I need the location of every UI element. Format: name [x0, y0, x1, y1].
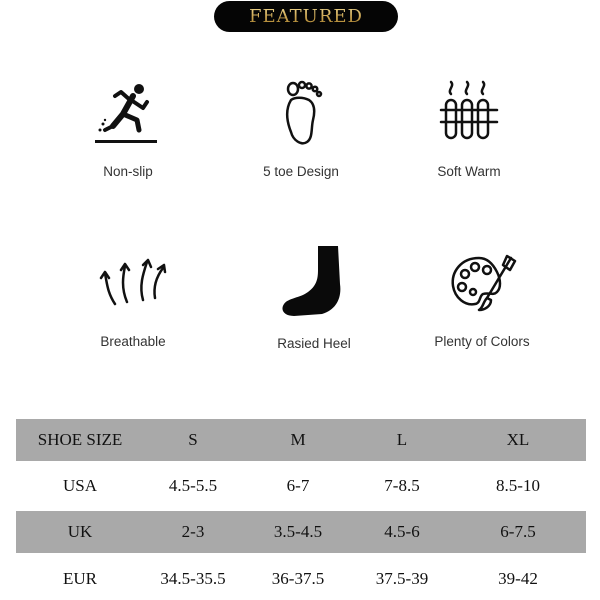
- table-row: [16, 511, 586, 553]
- feature-label: Breathable: [100, 334, 166, 349]
- table-header-cell: M: [290, 430, 306, 449]
- feature-soft-warm: [389, 80, 549, 205]
- sock-icon: [278, 244, 350, 320]
- table-row: [16, 553, 586, 600]
- sock-shape: [282, 246, 340, 316]
- table-header-cell: SHOE SIZE: [37, 430, 123, 449]
- table-cell: USA: [62, 476, 97, 495]
- table-cell: 6-7.5: [500, 522, 536, 541]
- feature-label: Soft Warm: [437, 164, 501, 179]
- table-row: [16, 461, 586, 511]
- table-header-cell: S: [188, 430, 198, 449]
- table-cell: EUR: [63, 569, 97, 588]
- feature-five-toe: [221, 80, 381, 205]
- feature-raised-heel: [234, 244, 394, 369]
- table-cell: 8.5-10: [496, 476, 540, 495]
- footprint-icon: [271, 80, 331, 150]
- table-cell: 37.5-39: [375, 569, 429, 588]
- heater-icon: [437, 80, 501, 150]
- table-header-cell: XL: [506, 430, 530, 449]
- feature-breathable: [53, 252, 213, 377]
- airflow-arrows-icon: [93, 252, 173, 312]
- table-cell: 4.5-6: [384, 522, 420, 541]
- table-cell: 2-3: [181, 522, 205, 541]
- table-cell: 34.5-35.5: [160, 569, 226, 588]
- table-cell: 39-42: [498, 569, 538, 588]
- table-cell: 4.5-5.5: [168, 476, 218, 495]
- table-cell: 36-37.5: [271, 569, 325, 588]
- feature-plenty-colors: [402, 252, 562, 377]
- featured-banner: [214, 1, 398, 32]
- feature-non-slip: [48, 80, 208, 205]
- palette-brush-icon: [447, 252, 517, 320]
- feature-label: Plenty of Colors: [434, 334, 530, 349]
- table-cell: UK: [67, 522, 93, 541]
- banner-title: FEATURED: [249, 6, 363, 27]
- table-header-cell: L: [396, 430, 408, 449]
- table-cell: 6-7: [286, 476, 310, 495]
- table-cell: 3.5-4.5: [273, 522, 323, 541]
- feature-label: Non-slip: [103, 164, 153, 179]
- table-cell: 7-8.5: [384, 476, 420, 495]
- table-header-row: [16, 419, 586, 461]
- size-table: [16, 419, 586, 600]
- feature-label: 5 toe Design: [263, 164, 339, 179]
- feature-label: Rasied Heel: [277, 336, 351, 351]
- slip-fall-icon: [93, 80, 163, 150]
